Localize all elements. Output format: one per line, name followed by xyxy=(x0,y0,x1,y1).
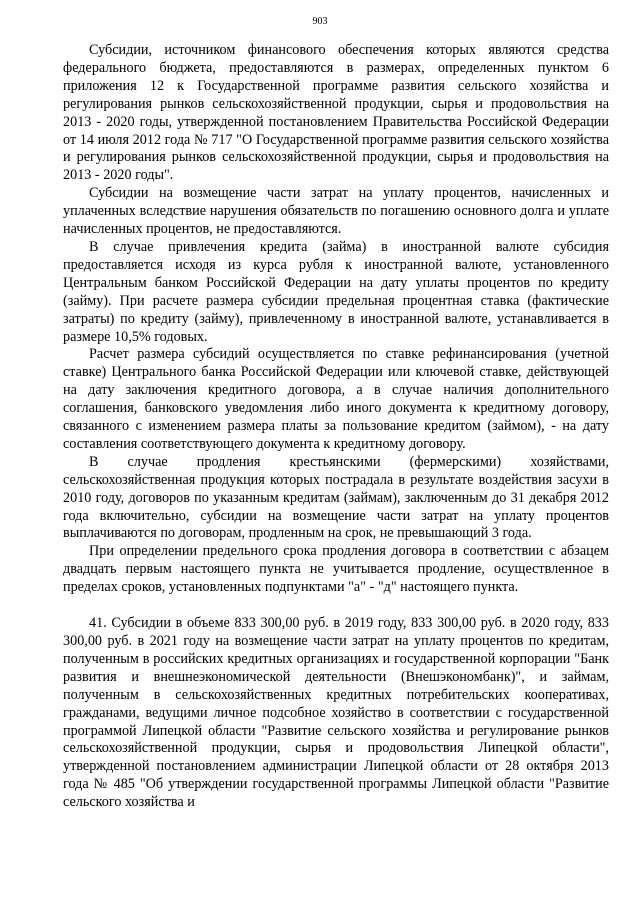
paragraph: Субсидии на возмещение части затрат на уплату процентов, начисленных и уплаченных вследствие нарушения обязательств по погашению основного долга и уплате начисленных процентов, не предоставляются. xyxy=(63,185,609,238)
paragraph: В случае привлечения кредита (займа) в иностранной валюте субсидия предоставляется исходя из курса рубля к иностранной валюте, установленного Центральным банком Российской Федерации на дату уплаты процентов по кредиту (займу). При расчете размера субсидии предельная процентная ставка (фактические затраты) по кредиту (займу), привлеченному в иностранной валюте, устанавливается в размере 10,5% годовых. xyxy=(63,238,609,345)
paragraph: При определении предельного срока продления договора в соответствии с абзацем двадцать первым настоящего пункта не учитывается продление, осуществленное в пределах сроков, установленных подпунктами "а" - "д" настоящего пункта. xyxy=(63,543,609,596)
document-body xyxy=(63,42,609,812)
paragraph: В случае продления крестьянскими (фермерскими) хозяйствами, сельскохозяйственная продукция которых пострадала в результате воздействия засухи в 2010 году, договоров по указанным кредитам (займам), заключенным до 31 декабря 2012 года включительно, субсидии на возмещение части затрат на уплату процентов выплачиваются по договорам, продленным на срок, не превышающий 3 года. xyxy=(63,453,609,542)
paragraph-item-41: 41. Субсидии в объеме 833 300,00 руб. в 2019 году, 833 300,00 руб. в 2020 году, 833 300,00 руб. в 2021 году на возмещение части затрат на уплату процентов по кредитам, полученным в российских кредитных организациях и государственной корпорации "Банк развития и внешнеэкономической деятельности (Внешэкономбанк)", и займам, полученным в сельскохозяйственных кредитных потребительских кооперативах, гражданами, ведущими личное подсобное хозяйство в соответствии с государственной программой Липецкой области "Развитие сельского хозяйства и регулирование рынков сельскохозяйственной продукции, сырья и продовольствия Липецкой области", утвержденной постановлением администрации Липецкой области от 28 октября 2013 года № 485 "Об утверждении государственной программы Липецкой области "Развитие сельского хозяйства и xyxy=(63,615,609,811)
page-number: 903 xyxy=(312,16,328,27)
paragraph: Расчет размера субсидий осуществляется по ставке рефинансирования (учетной ставке) Центрального банка Российской Федерации или ключевой ставке, действующей на дату заключения кредитного договора, а в случае наличия дополнительного соглашения, банковского уведомления либо иного документа к кредитному договору, связанного с изменением размера платы за пользование кредитом (займом), - на дату составления соответствующего документа к кредитному договору. xyxy=(63,346,609,452)
paragraph: Субсидии, источником финансового обеспечения которых являются средства федерального бюджета, предоставляются в размерах, определенных пунктом 6 приложения 12 к Государственной программе развития сельского хозяйства и регулирования рынков сельскохозяйственной продукции, сырья и продовольствия на 2013 - 2020 годы, утвержденной постановлением Правительства Российской Федерации от 14 июля 2012 года № 717 "О Государственной программе развития сельского хозяйства и регулирования рынков сельскохозяйственной продукции, сырья и продовольствия на 2013 - 2020 годы". xyxy=(63,42,609,184)
